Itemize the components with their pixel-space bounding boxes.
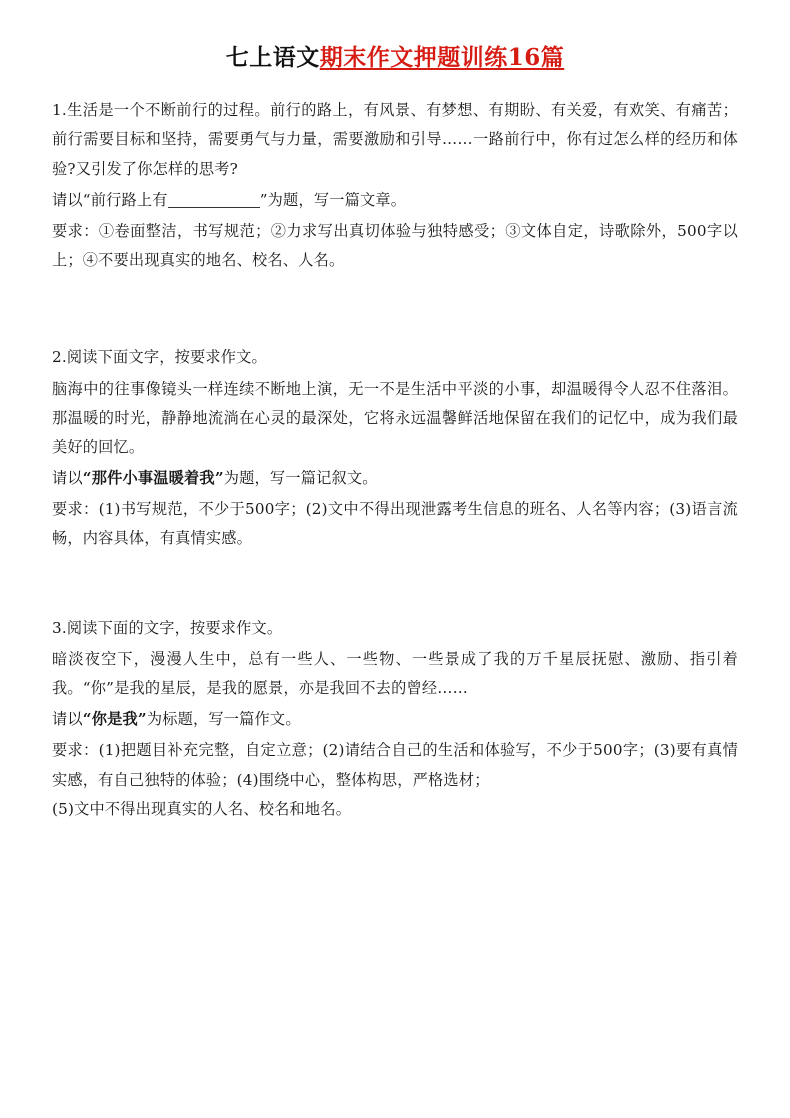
question-2	[52, 343, 738, 553]
question-3-instruction: 3.阅读下面的文字，按要求作文。	[52, 618, 283, 637]
spacer-2	[52, 556, 738, 614]
question-3	[52, 614, 738, 824]
question-3-requirements-cont: (5)文中不得出现真实的人名、校名和地名。	[52, 799, 352, 818]
question-3-topic	[52, 705, 738, 734]
question-2-instruction: 2.阅读下面文字，按要求作文。	[52, 348, 267, 367]
question-2-topic-post: 为题，写一篇记叙文。	[223, 469, 378, 488]
question-2-topic	[52, 464, 738, 493]
question-2-topic-title: “那件小事温暖着我”	[82, 469, 224, 488]
page-title-red: 期末作文押题训练16篇	[319, 44, 565, 71]
question-3-passage: 暗淡夜空下，漫漫人生中，总有一些人、一些物、一些景成了我的万千星辰抚慰、激励、指引着我。“你”是我的星辰，是我的愿景，亦是我回不去的曾经……	[52, 649, 738, 697]
question-2-requirements: 要求：(1)书写规范，不少于500字；(2)文中不得出现泄露考生信息的班名、人名等内容；(3)语言流畅，内容具体，有真情实感。	[52, 500, 738, 548]
question-2-passage: 脑海中的往事像镜头一样连续不断地上演，无一不是生活中平淡的小事，却温暖得令人忍不住落泪。那温暖的时光，静静地流淌在心灵的最深处，它将永远温馨鲜活地保留在我们的记忆中，成为我们最美好的回忆。	[52, 379, 738, 456]
question-2-topic-pre: 请以	[52, 469, 83, 488]
question-1-topic	[52, 186, 738, 215]
question-1-prompt: 1.生活是一个不断前行的过程。前行的路上，有风景、有梦想、有期盼、有关爱，有欢笑、有痛苦；前行需要目标和坚持，需要勇气与力量，需要激励和引导……一路前行中，你有过怎么样的经历和体验?又引发了你怎样的思考?	[52, 101, 738, 178]
page-title	[52, 42, 738, 74]
question-3-topic-post: 为标题，写一篇作文。	[146, 710, 301, 729]
question-1-requirements: 要求：①卷面整洁，书写规范；②力求写出真切体验与独特感受；③文体自定，诗歌除外，500字以上；④不要出现真实的地名、校名、人名。	[52, 221, 738, 270]
question-1	[52, 96, 738, 275]
question-3-topic-pre: 请以	[52, 710, 83, 729]
spacer-1	[52, 277, 738, 343]
page-title-black: 七上语文	[225, 44, 320, 71]
question-3-requirements: 要求：(1)把题目补充完整，自定立意；(2)请结合自己的生活和体验写，不少于500字；(3)要有真情实感，有自己独特的体验；(4)围绕中心，整体构思，严格选材；	[52, 741, 738, 789]
question-1-topic-pre: 请以“前行路上有	[52, 190, 168, 209]
question-3-topic-title: “你是我”	[82, 710, 147, 729]
fill-in-blank	[168, 207, 260, 208]
question-1-topic-post: ”为题，写一篇文章。	[259, 190, 407, 209]
